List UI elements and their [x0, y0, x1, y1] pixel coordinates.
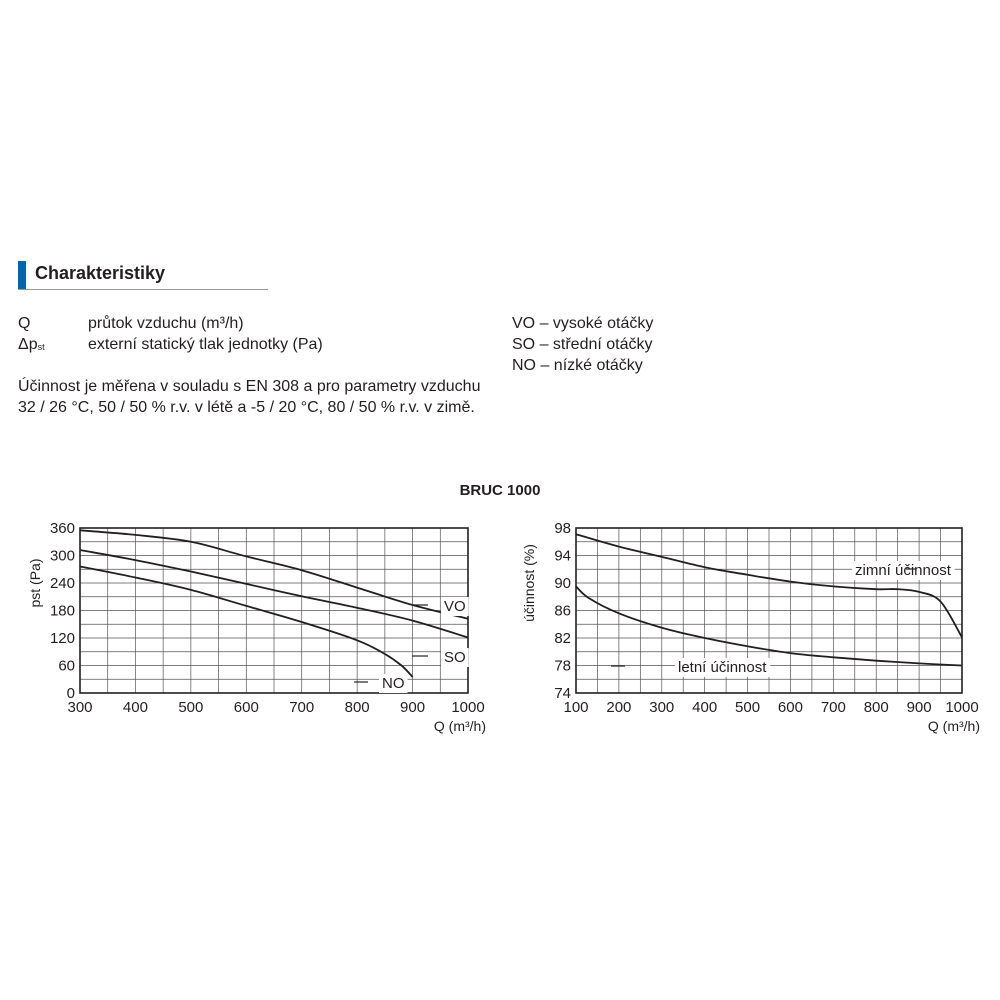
- efficiency-x-tick-label: 600: [777, 699, 803, 716]
- pressure-x-tick-label: 1000: [451, 699, 485, 716]
- efficiency-series-label-0: zimní účinnost: [855, 562, 951, 579]
- pressure-y-tick-label: 240: [49, 575, 75, 592]
- legend-symbol-q: Q: [18, 315, 31, 332]
- pressure-x-tick-label: 600: [233, 699, 259, 716]
- measurement-note: Účinnost je měřena v souladu s EN 308 a pro parametry vzduchu 32 / 26 °C, 50 / 50 % r.v. v létě a -5 / 20 °C, 80 / 50 % r.v. v zimě.: [18, 378, 481, 416]
- efficiency-x-tick-label: 400: [692, 699, 718, 716]
- pressure-y-tick-label: 60: [58, 657, 75, 675]
- pressure-series-label-2: NO: [382, 675, 405, 692]
- pressure-x-axis-title: Q (m³/h): [433, 718, 486, 734]
- pressure-x-tick-label: 800: [344, 699, 370, 716]
- efficiency-series-label-1: letní účinnost: [678, 659, 767, 676]
- speed-legend-no: NO – nízké otáčky: [512, 357, 643, 374]
- efficiency-y-tick-label: 78: [554, 657, 571, 675]
- efficiency-y-axis-title: účinnost (%): [521, 544, 537, 622]
- efficiency-x-tick-label: 700: [820, 699, 846, 716]
- legend-symbol-dpst: $\Delta p_{st}$: [18, 336, 45, 353]
- efficiency-x-tick-label: 100: [563, 699, 589, 716]
- legend-description-dpst: externí statický tlak jednotky (Pa): [88, 336, 323, 353]
- pressure-series-label-1: SO: [444, 649, 466, 666]
- pressure-y-tick-label: 360: [49, 520, 75, 537]
- efficiency-x-tick-label: 500: [735, 699, 761, 716]
- efficiency-y-tick-label: 74: [554, 685, 571, 702]
- chart-title: BRUC 1000: [459, 482, 541, 499]
- pressure-y-tick-label: 120: [49, 630, 75, 647]
- pressure-y-tick-label: 300: [49, 547, 75, 565]
- speed-legend-so: SO – střední otáčky: [512, 336, 653, 353]
- efficiency-x-tick-label: 800: [863, 699, 889, 716]
- efficiency-y-tick-label: 86: [554, 602, 571, 620]
- pressure-y-tick-label: 0: [66, 685, 75, 702]
- pressure-x-tick-label: 300: [67, 699, 93, 716]
- efficiency-x-tick-label: 200: [606, 699, 632, 716]
- legend-description-q: průtok vzduchu (m³/h): [88, 315, 244, 332]
- efficiency-x-axis-title: Q (m³/h): [927, 718, 980, 734]
- pressure-x-tick-label: 400: [122, 699, 148, 716]
- pressure-y-tick-label: 180: [49, 602, 75, 620]
- efficiency-y-tick-label: 82: [554, 630, 571, 647]
- efficiency-x-tick-label: 300: [649, 699, 675, 716]
- efficiency-y-tick-label: 94: [554, 547, 571, 565]
- speed-legend-vo: VO – vysoké otáčky: [512, 315, 654, 332]
- pressure-x-tick-label: 500: [178, 699, 204, 716]
- pressure-x-tick-label: 900: [400, 699, 426, 716]
- efficiency-x-tick-label: 1000: [945, 699, 979, 716]
- efficiency-x-tick-label: 900: [906, 699, 932, 716]
- pressure-y-axis-title: pst (Pa): [27, 558, 43, 608]
- efficiency-y-tick-label: 90: [554, 575, 571, 592]
- pressure-series-label-0: VO: [444, 598, 466, 615]
- pressure-x-tick-label: 700: [289, 699, 315, 716]
- section-title: Charakteristiky: [35, 263, 166, 283]
- efficiency-y-tick-label: 98: [554, 520, 571, 537]
